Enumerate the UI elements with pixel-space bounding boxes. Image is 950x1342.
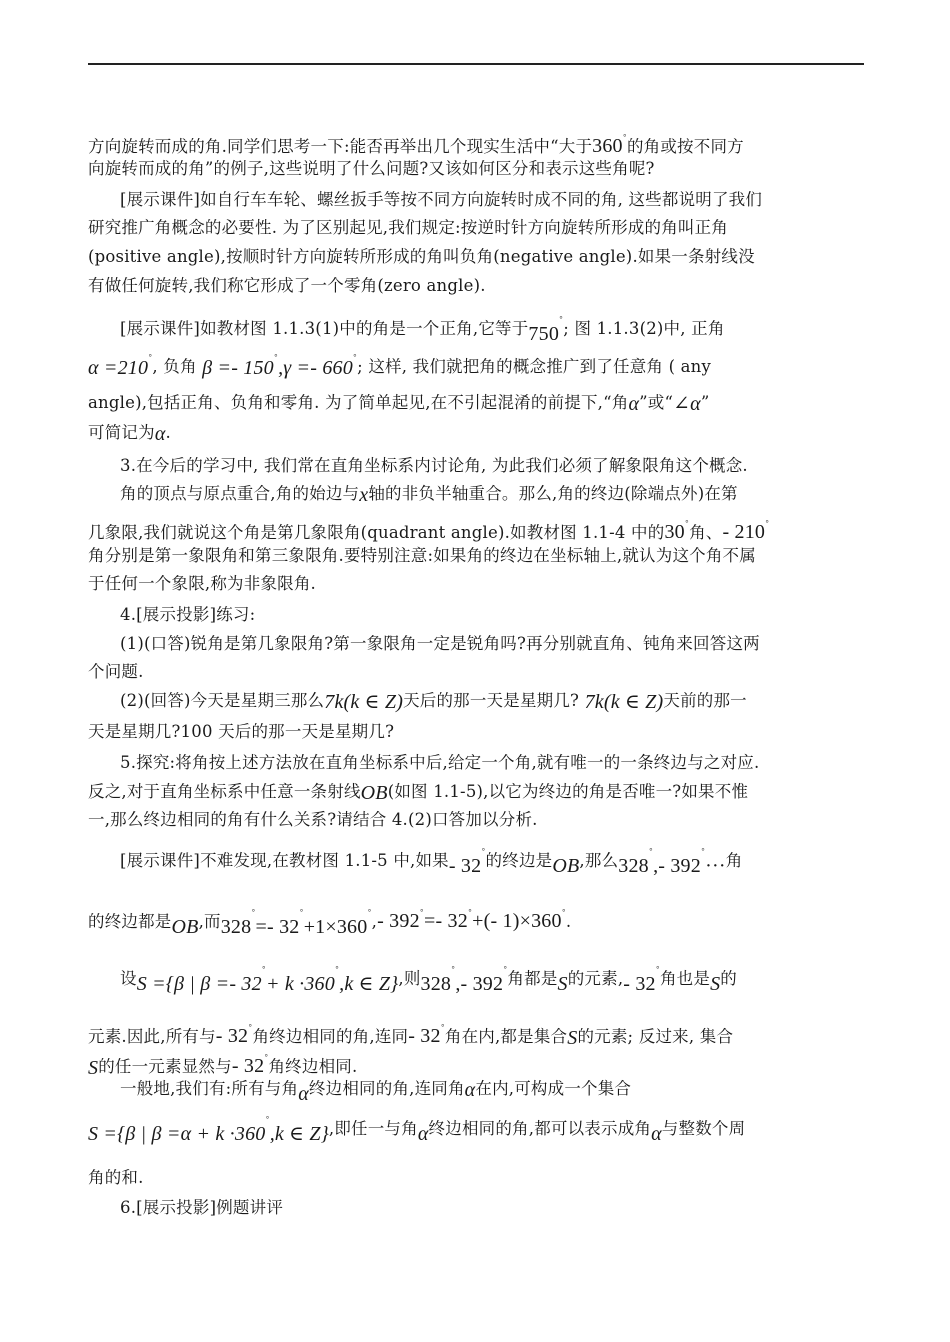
text-line-11: 3.在今后的学习中, 我们常在直角坐标系内讨论角, 为此我们必须了解象限角这个概念. [120,456,748,475]
text-line-16: 4.[展示投影]练习: [120,605,256,624]
text-line-20: 天是星期几?100 天后的那一天是星期几? [88,722,395,741]
text-line-30: S ={β | β =α + k ·360°,k ∈ Z},即任一与角α终边相同的角,都可以表示成角α与整数个周 [88,1115,746,1145]
text-line-5: (positive angle),按顺时针方向旋转所形成的角叫负角(negative angle).如果一条射线没 [88,247,755,266]
text-line-31: 角的和. [88,1168,144,1187]
text-line-9: angle),包括正角、负角和零角. 为了简单起见,在不引起混淆的前提下,“角α”或“∠α” [88,393,710,415]
text-line-26: 设S ={β | β =- 32°+ k ·360°,k ∈ Z},则328°,- 392°角都是S的元素,- 32°角也是S的 [120,965,737,995]
text-line-6: 有做任何旋转,我们称它形成了一个零角(zero angle). [88,276,486,295]
text-line-32: 6.[展示投影]例题讲评 [120,1198,284,1217]
text-line-29: 一般地,我们有:所有与角α终边相同的角,连同角α在内,可构成一个集合 [120,1079,632,1105]
text-line-8: α =210°, 负角 β =- 150°,γ =- 660°; 这样, 我们就把角的概念推广到了任意角 ( any [88,353,712,379]
text-line-24: [展示课件]不难发现,在教材图 1.1-5 中,如果- 32°的终边是OB,那么328°,- 392°···角 [120,847,743,877]
text-line-27: 元素.因此,所有与- 32°角终边相同的角,连同- 32°角在内,都是集合S的元素; 反过来, 集合 [88,1023,734,1049]
text-line-1: 方向旋转而成的角.同学们思考一下:能否再举出几个现实生活中“大于360°的角或按不同方 [88,133,744,157]
header-rule [88,63,864,65]
text-line-22: 反之,对于直角坐标系中任意一条射线OB(如图 1.1-5),以它为终边的角是否唯一?如果不惟 [88,782,749,804]
text-line-15: 于任何一个象限,称为非象限角. [88,574,316,593]
text-line-17: (1)(口答)锐角是第几象限角?第一象限角一定是锐角吗?再分别就直角、钝角来回答这两 [120,634,760,653]
text-line-10: 可简记为α. [88,423,171,445]
text-line-13: 几象限,我们就说这个角是第几象限角(quadrant angle).如教材图 1.1-4 中的30°角、- 210° [88,519,770,543]
text-line-4: 研究推广角概念的必要性. 为了区别起见,我们规定:按逆时针方向旋转所形成的角叫正角 [88,218,728,237]
text-line-23: 一,那么终边相同的角有什么关系?请结合 4.(2)口答加以分析. [88,810,538,829]
text-line-12: 角的顶点与原点重合,角的始边与x轴的非负半轴重合。那么,角的终边(除端点外)在第 [120,484,738,506]
text-line-14: 角分别是第一象限角和第三象限角.要特别注意:如果角的终边在坐标轴上,就认为这个角不属 [88,546,756,565]
text-line-19: (2)(回答)今天是星期三那么7k(k ∈ Z)天后的那一天是星期几? 7k(k ∈ Z)天前的那一 [120,691,747,713]
text-line-3: [展示课件]如自行车车轮、螺丝扳手等按不同方向旋转时成不同的角, 这些都说明了我们 [120,190,763,209]
text-line-21: 5.探究:将角按上述方法放在直角坐标系中后,给定一个角,就有唯一的一条终边与之对应. [120,753,760,772]
text-line-25: 的终边都是OB,而328°=- 32°+1×360°,- 392°=- 32°+(- 1)×360°. [88,908,572,938]
text-line-28: S的任一元素显然与- 32°角终边相同. [88,1053,358,1079]
text-line-18: 个问题. [88,662,144,681]
text-line-2: 向旋转而成的角”的例子,这些说明了什么问题?又该如何区分和表示这些角呢? [88,159,655,178]
text-line-7: [展示课件]如教材图 1.1.3(1)中的角是一个正角,它等于750°; 图 1.1.3(2)中, 正角 [120,315,725,345]
